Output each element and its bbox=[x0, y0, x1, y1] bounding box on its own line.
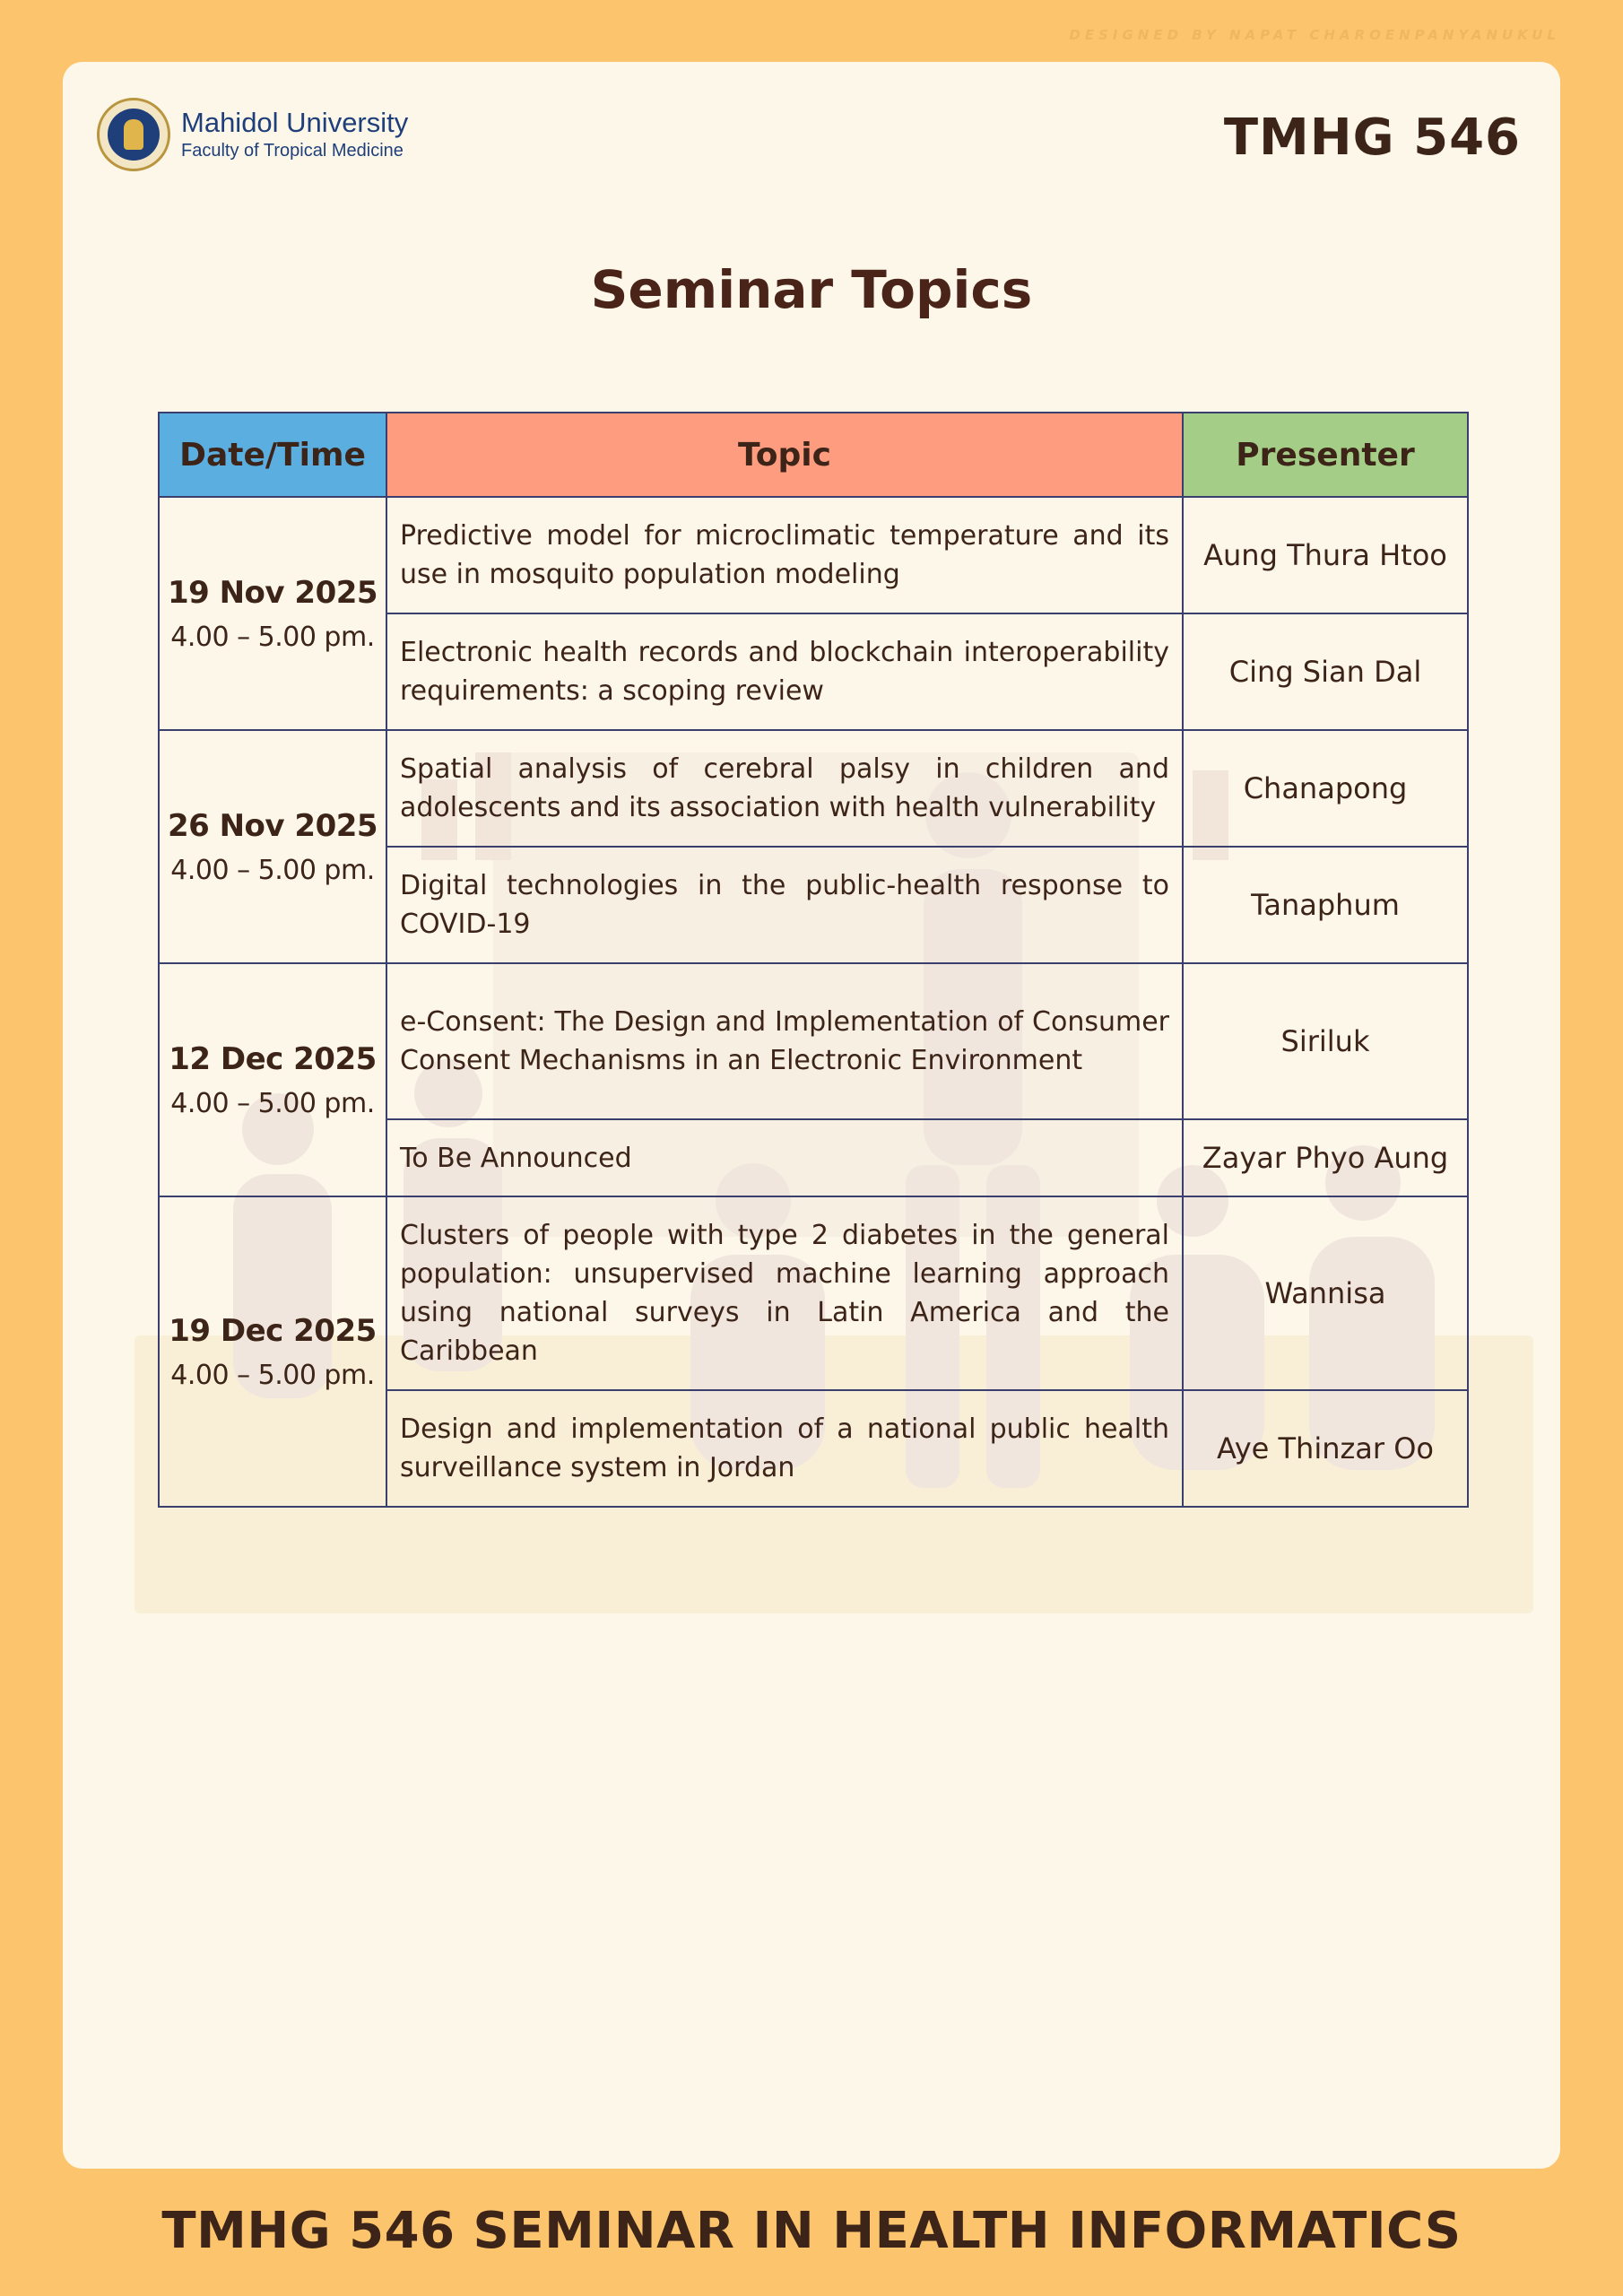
presenter-cell: Aung Thura Htoo bbox=[1183, 497, 1468, 613]
table-row bbox=[159, 730, 1468, 847]
course-code: TMHG 546 bbox=[1223, 109, 1521, 167]
session-date: 26 Nov 2025 bbox=[167, 807, 378, 844]
presenter-cell: Wannisa bbox=[1183, 1196, 1468, 1390]
topic-cell: e-Consent: The Design and Implementation of Consumer Consent Mechanisms in an Electronic Environment bbox=[386, 963, 1183, 1119]
presenter-cell: Tanaphum bbox=[1183, 847, 1468, 963]
column-header-presenter: Presenter bbox=[1183, 413, 1468, 497]
session-date: 12 Dec 2025 bbox=[169, 1040, 377, 1077]
table-row bbox=[159, 963, 1468, 1119]
university-logo bbox=[97, 98, 408, 171]
session-date-cell bbox=[159, 1196, 386, 1507]
table-row bbox=[159, 497, 1468, 613]
session-date: 19 Nov 2025 bbox=[167, 574, 378, 611]
topic-cell: Predictive model for microclimatic temperature and its use in mosquito population modeling bbox=[386, 497, 1183, 613]
session-time: 4.00 – 5.00 pm. bbox=[170, 621, 375, 653]
poster-card bbox=[63, 62, 1560, 2169]
footer-course-title: TMHG 546 SEMINAR IN HEALTH INFORMATICS bbox=[161, 2202, 1462, 2260]
column-header-topic: Topic bbox=[386, 413, 1183, 497]
column-header-date: Date/Time bbox=[159, 413, 386, 497]
designer-watermark: DESIGNED BY NAPAT CHAROENPANYANUKUL bbox=[1069, 27, 1560, 43]
session-time: 4.00 – 5.00 pm. bbox=[170, 1359, 375, 1391]
table-header-row bbox=[159, 413, 1468, 497]
session-date-cell bbox=[159, 497, 386, 730]
topic-cell: To Be Announced bbox=[386, 1119, 1183, 1196]
topic-cell: Clusters of people with type 2 diabetes in the general population: unsupervised machine learning approach using national surveys in Latin America and the Caribbean bbox=[386, 1196, 1183, 1390]
session-date-cell bbox=[159, 730, 386, 963]
presenter-cell: Siriluk bbox=[1183, 963, 1468, 1119]
session-date-cell bbox=[159, 963, 386, 1196]
session-date: 19 Dec 2025 bbox=[169, 1312, 377, 1349]
topic-cell: Electronic health records and blockchain interoperability requirements: a scoping review bbox=[386, 613, 1183, 730]
university-seal-icon bbox=[97, 98, 170, 171]
topic-cell: Digital technologies in the public-health response to COVID-19 bbox=[386, 847, 1183, 963]
presenter-cell: Aye Thinzar Oo bbox=[1183, 1390, 1468, 1507]
faculty-name: Faculty of Tropical Medicine bbox=[181, 141, 404, 161]
page-title: Seminar Topics bbox=[590, 259, 1033, 320]
presenter-cell: Cing Sian Dal bbox=[1183, 613, 1468, 730]
seminar-schedule-table bbox=[158, 412, 1469, 1508]
session-time: 4.00 – 5.00 pm. bbox=[170, 854, 375, 886]
table-row bbox=[159, 1196, 1468, 1390]
university-name: Mahidol University bbox=[181, 107, 409, 138]
session-time: 4.00 – 5.00 pm. bbox=[170, 1087, 375, 1119]
topic-cell: Spatial analysis of cerebral palsy in children and adolescents and its association with health vulnerability bbox=[386, 730, 1183, 847]
presenter-cell: Zayar Phyo Aung bbox=[1183, 1119, 1468, 1196]
presenter-cell: Chanapong bbox=[1183, 730, 1468, 847]
topic-cell: Design and implementation of a national public health surveillance system in Jordan bbox=[386, 1390, 1183, 1507]
